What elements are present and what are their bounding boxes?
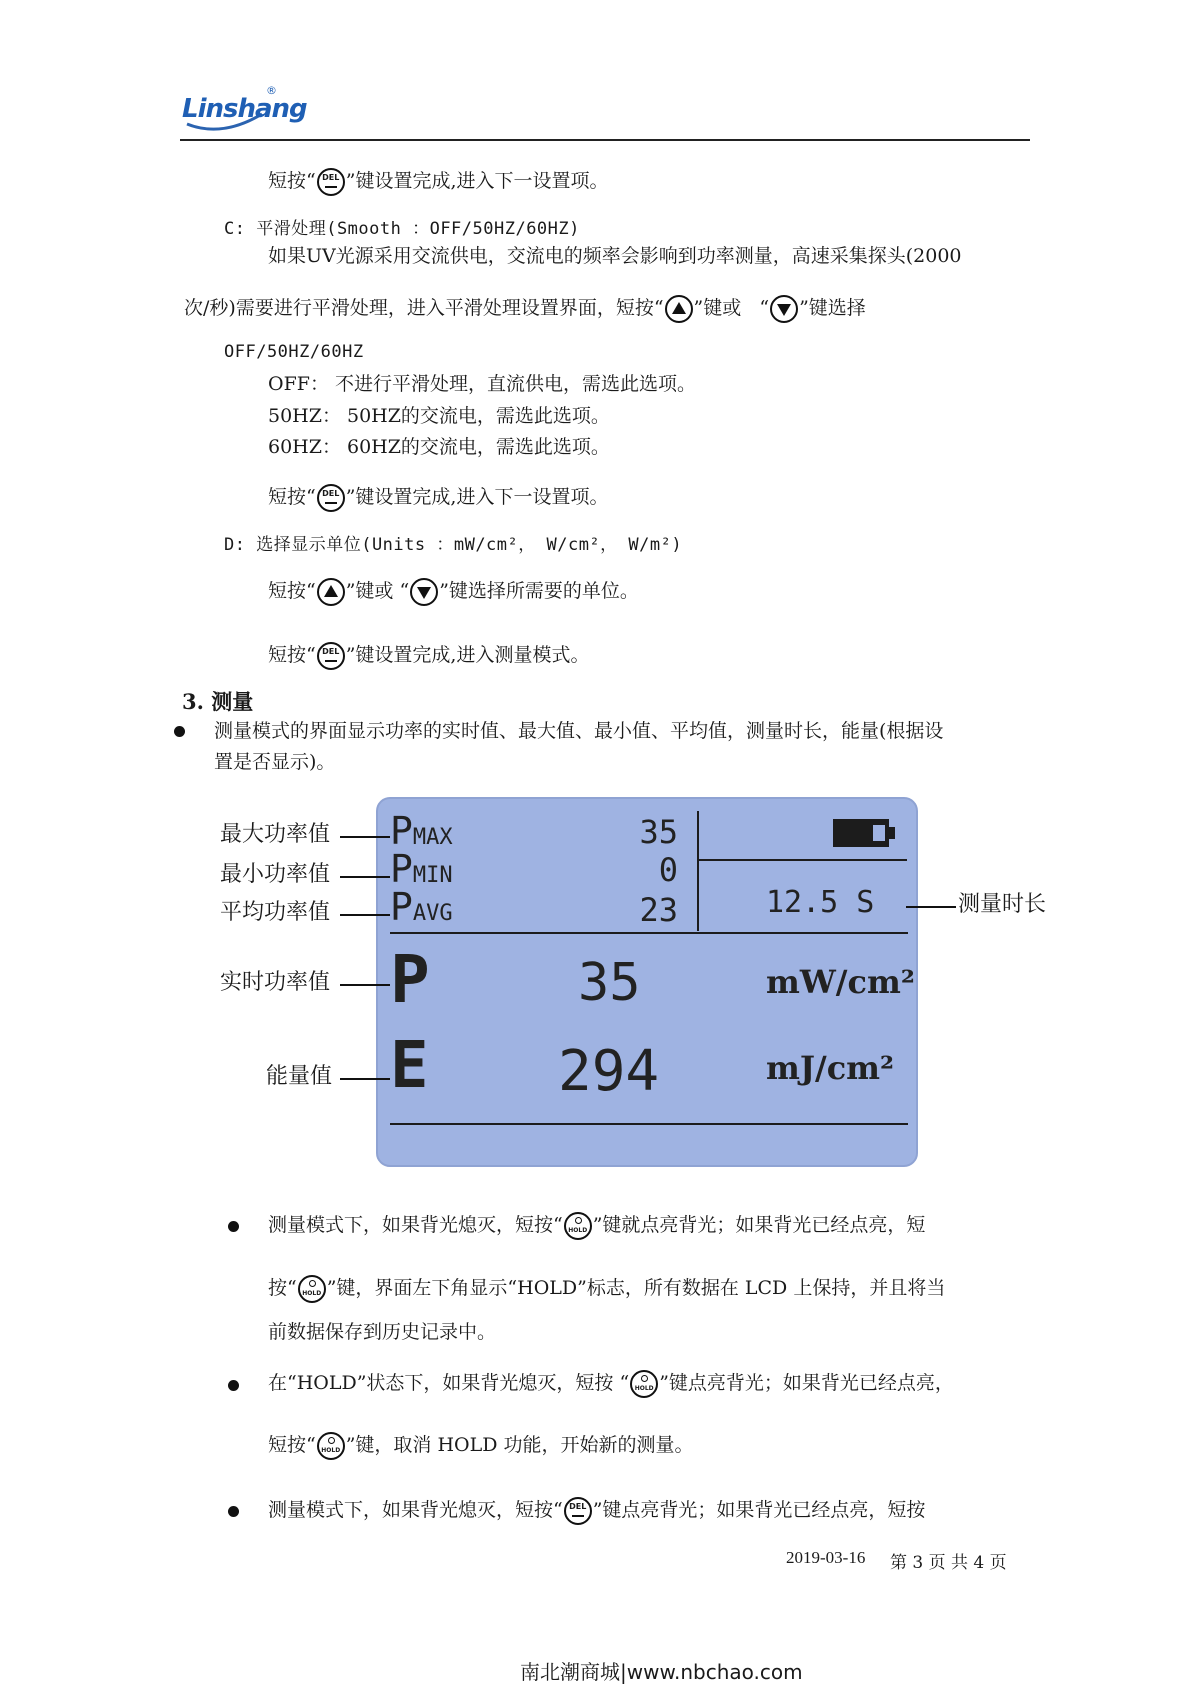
section-c-heading: C: 平滑处理(Smooth ：OFF/50HZ/60HZ) <box>224 219 580 239</box>
bullet <box>228 1380 239 1391</box>
callout-min: 最小功率值 <box>220 862 331 887</box>
lcd-divider-v <box>697 811 699 931</box>
up-key-icon <box>317 578 345 606</box>
time-value: 12.5 S <box>766 885 875 920</box>
logo <box>182 84 307 136</box>
down-key-icon <box>410 578 438 606</box>
callout-time: 测量时长 <box>958 892 1047 917</box>
pmin-value: 0 <box>658 851 678 889</box>
section-3-intro-1: 测量模式的界面显示功率的实时值、最大值、最小值、平均值，测量时长，能量(根据设 <box>214 720 944 742</box>
section-d-confirm: 短按“ DEL ”键设置完成,进入测量模式。 <box>268 642 589 670</box>
option-50hz: 50HZ： 50HZ的交流电，需选此选项。 <box>268 405 610 427</box>
callout-line <box>906 906 956 908</box>
bullet-2-line-1: 在“HOLD”状态下，如果背光熄灭，短按 “ HOLD ”键点亮背光；如果背光已经点亮， <box>268 1370 954 1398</box>
lcd-divider-bottom <box>390 1123 908 1125</box>
callout-line <box>340 876 390 878</box>
e-unit: mJ/cm² <box>766 1049 895 1087</box>
bullet <box>228 1506 239 1517</box>
pmin-label: PMIN <box>390 847 453 891</box>
section-3-heading: 3. 测量 <box>182 689 254 714</box>
section-d-select: 短按“ ”键或 “ ”键选择所需要的单位。 <box>268 578 639 606</box>
footer-site[interactable]: 南北潮商城|www.nbchao.com <box>520 1660 803 1684</box>
callout-line <box>340 984 390 986</box>
header-rule <box>180 139 1030 141</box>
down-key-icon <box>770 295 798 323</box>
option-60hz: 60HZ： 60HZ的交流电，需选此选项。 <box>268 436 610 458</box>
text: 键设置完成,进入下一设置项。 <box>355 170 609 192</box>
p-letter: P <box>390 941 430 1018</box>
registered-mark: ® <box>266 84 277 97</box>
p-unit: mW/cm² <box>766 963 915 1001</box>
section-c-para1: 如果UV光源采用交流供电，交流电的频率会影响到功率测量，高速采集探头(2000 <box>268 245 962 267</box>
section-c-para2: 次/秒)需要进行平滑处理，进入平滑处理设置界面，短按“ ”键或 “ ”键选择 <box>184 295 866 323</box>
section-d-heading: D: 选择显示单位(Units ：mW/cm²， W/cm²， W/m²) <box>224 535 683 555</box>
pmax-value: 35 <box>639 813 678 851</box>
del-key-icon: DEL <box>317 484 345 512</box>
text: 短按 <box>268 170 307 192</box>
options-line: OFF/50HZ/60HZ <box>224 342 364 362</box>
hold-key-icon: HOLD <box>564 1212 592 1240</box>
pavg-value: 23 <box>639 891 678 929</box>
p-value: 35 <box>578 953 641 1013</box>
lcd-divider-top <box>390 932 908 934</box>
hold-key-icon: HOLD <box>630 1370 658 1398</box>
battery-icon <box>833 819 895 847</box>
bullet-1-line-3: 前数据保存到历史记录中。 <box>268 1321 497 1343</box>
logo-text: Linshang <box>182 94 307 124</box>
bullet <box>174 726 185 737</box>
bullet-2-line-2: 短按“ HOLD ”键，取消 HOLD 功能，开始新的测量。 <box>268 1432 694 1460</box>
hold-key-icon: HOLD <box>317 1432 345 1460</box>
footer-date: 2019-03-16 <box>786 1548 866 1567</box>
up-key-icon <box>665 295 693 323</box>
e-value: 294 <box>558 1039 660 1104</box>
bullet-3-line-1: 测量模式下，如果背光熄灭，短按“ DEL ”键点亮背光；如果背光已经点亮，短按 <box>268 1497 925 1525</box>
lcd-screen <box>376 797 918 1167</box>
del-key-icon: DEL <box>317 642 345 670</box>
hold-key-icon: HOLD <box>298 1275 326 1303</box>
pavg-label: PAVG <box>390 885 453 929</box>
bullet-1-line-2: 按“ HOLD ”键，界面左下角显示“HOLD”标志，所有数据在 LCD 上保持，并且将当 <box>268 1275 945 1303</box>
callout-realtime: 实时功率值 <box>220 970 331 995</box>
callout-line <box>340 1078 390 1080</box>
prev-confirm-line: 短按“ DEL ”键设置完成,进入下一设置项。 <box>268 168 609 196</box>
section-3-intro-2: 置是否显示)。 <box>214 751 336 773</box>
section-c-confirm: 短按“ DEL ”键设置完成,进入下一设置项。 <box>268 484 608 512</box>
option-off: OFF： 不进行平滑处理，直流供电，需选此选项。 <box>268 373 696 395</box>
e-letter: E <box>390 1029 429 1103</box>
callout-line <box>340 914 390 916</box>
lcd-divider-time <box>699 859 907 861</box>
footer-page: 第 3 页 共 4 页 <box>890 1553 1007 1573</box>
callout-max: 最大功率值 <box>220 822 331 847</box>
bullet <box>228 1221 239 1232</box>
bullet-1-line-1: 测量模式下，如果背光熄灭，短按“ HOLD ”键就点亮背光；如果背光已经点亮，短 <box>268 1212 925 1240</box>
del-key-icon: DEL <box>564 1497 592 1525</box>
callout-energy: 能量值 <box>266 1064 333 1089</box>
del-key-icon: DEL <box>317 168 345 196</box>
callout-avg: 平均功率值 <box>220 900 331 925</box>
pmax-label: PMAX <box>390 809 453 853</box>
callout-line <box>340 836 390 838</box>
